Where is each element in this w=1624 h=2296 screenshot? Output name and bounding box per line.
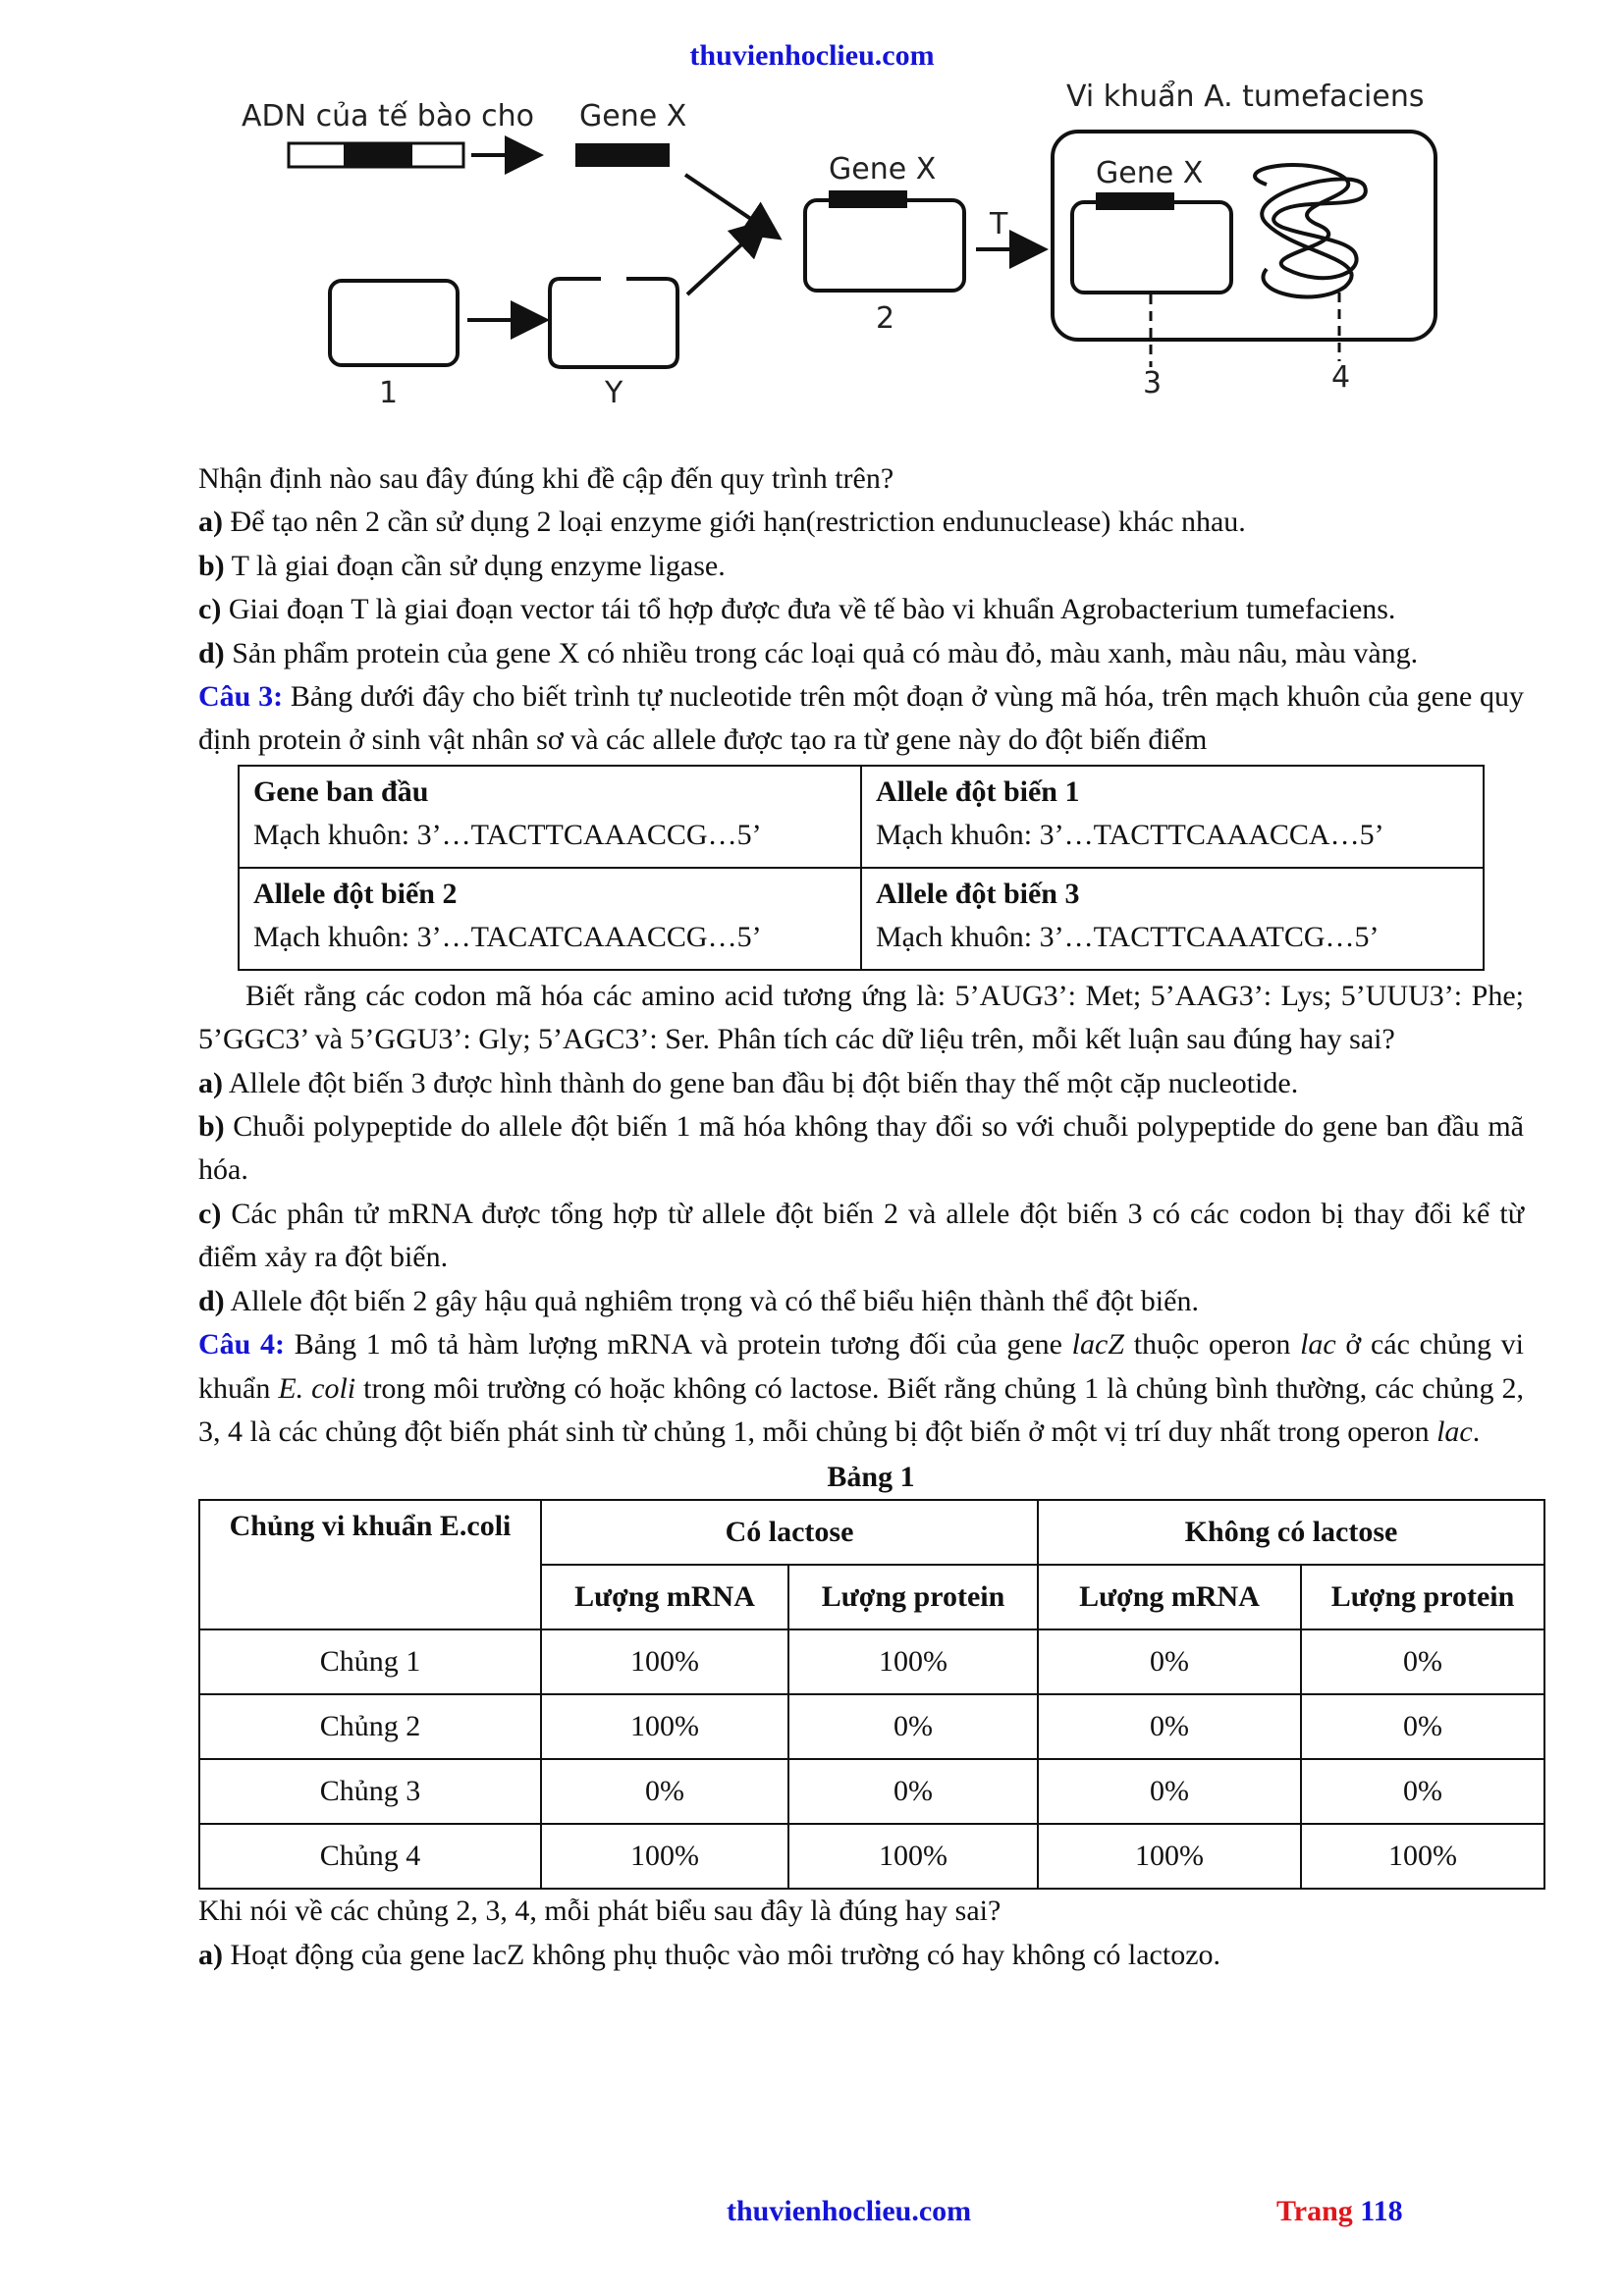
cell-value: 0% <box>788 1694 1038 1759</box>
isolated-gene-x <box>575 143 670 167</box>
label-gene-x-recombinant: Gene X <box>829 152 937 187</box>
cell-value: 100% <box>788 1824 1038 1889</box>
table-row <box>199 1824 1544 1889</box>
sub-mrna-without: Lượng mRNA <box>1038 1565 1301 1629</box>
sub-protein-with: Lượng protein <box>788 1565 1038 1629</box>
cut-plasmid-y <box>550 279 677 367</box>
recombinant-plasmid-2 <box>805 200 964 291</box>
label-gene-x-in-bacterium: Gene X <box>1096 156 1204 190</box>
q4-intro: Câu 4: Bảng 1 mô tả hàm lượng mRNA và protein tương đối của gene lacZ thuộc operon lac ở các chủng vi khuẩn E. coli trong môi trường có hoặc không có lactose. Biết rằng chủng 1 là chủng bình thường, các chủng 2, 3, 4 là các chủng đột biến phát sinh từ chủng 1, mỗi chủng bị đột biến ở một vị trí duy nhất trong operon lac. <box>198 1328 1525 1448</box>
strain-name: Chủng 2 <box>199 1694 541 1759</box>
label-2: 2 <box>876 301 895 336</box>
q3-option-c: c) Các phân tử mRNA được tổng hợp từ allele đột biến 2 và allele đột biến 3 có các codon bị thay đổi kể từ điểm xảy ra đột biến. <box>198 1197 1524 1274</box>
label-t: T <box>990 207 1008 241</box>
label-gene-x-isolated: Gene X <box>579 99 687 133</box>
cell-value: 100% <box>788 1629 1038 1694</box>
q4-question: Khi nói về các chủng 2, 3, 4, mỗi phát biểu sau đây là đúng hay sai? <box>198 1895 1001 1928</box>
q3-codons: Biết rằng các codon mã hóa các amino acid tương ứng là: 5’AUG3’: Met; 5’AAG3’: Lys; 5’UUU3’: Phe; 5’GGC3’ và 5’GGU3’: Gly; 5’AGC3’: Ser. Phân tích các dữ liệu trên, mỗi kết luận sau đúng hay sai? <box>198 979 1524 1056</box>
cell-value: 100% <box>541 1694 788 1759</box>
table-row <box>199 1694 1544 1759</box>
q3-sequence-table <box>238 765 1485 971</box>
cell-value: 0% <box>1301 1694 1544 1759</box>
q3-option-b: b) Chuỗi polypeptide do allele đột biến 1 mã hóa không thay đổi so với chuỗi polypeptide do gene ban đầu mã hóa. <box>198 1110 1524 1187</box>
cell-value: 100% <box>1038 1824 1301 1889</box>
strain-name: Chủng 1 <box>199 1629 541 1694</box>
cell-value: 0% <box>1038 1759 1301 1824</box>
col-with-lactose: Có lactose <box>541 1500 1038 1565</box>
table-row <box>199 1759 1544 1824</box>
cell-value: 0% <box>1038 1629 1301 1694</box>
cloning-diagram <box>226 77 1443 430</box>
footer-site-link[interactable]: thuvienhoclieu.com <box>727 2195 972 2227</box>
q2-prompt: Nhận định nào sau đây đúng khi đề cập đến quy trình trên? <box>198 462 894 495</box>
gene-x-in-bacterium <box>1096 192 1174 210</box>
cell-value: 0% <box>541 1759 788 1824</box>
cell-value: 0% <box>788 1759 1038 1824</box>
arrow-plasmid-to-recombinant <box>687 224 764 294</box>
recombinant-gene-x <box>829 190 907 208</box>
label-1: 1 <box>379 376 399 410</box>
cell-value: 0% <box>1301 1759 1544 1824</box>
header-site-link[interactable]: thuvienhoclieu.com <box>689 39 935 72</box>
page-number: Trang 118 <box>1276 2195 1403 2227</box>
donor-gene-segment <box>344 143 412 167</box>
cell-value: 100% <box>1301 1824 1544 1889</box>
plasmid-in-bacterium <box>1072 202 1231 293</box>
table-1-caption: Bảng 1 <box>827 1461 915 1494</box>
strain-name: Chủng 3 <box>199 1759 541 1824</box>
q2-option-c: c) Giai đoạn T là giai đoạn vector tái tổ hợp được đưa về tế bào vi khuẩn Agrobacterium tumefaciens. <box>198 593 1396 626</box>
page-content <box>198 457 1524 1977</box>
q2-option-a: a) Để tạo nên 2 cần sử dụng 2 loại enzyme giới hạn(restriction endunuclease) khác nhau. <box>198 506 1246 539</box>
label-donor-dna: ADN của tế bào cho <box>242 99 534 133</box>
label-y: Y <box>605 376 623 410</box>
col-strain-header: Chủng vi khuẩn E.coli <box>199 1500 541 1629</box>
cell-value: 0% <box>1038 1694 1301 1759</box>
label-3: 3 <box>1143 366 1163 400</box>
label-bacterium: Vi khuẩn A. tumefaciens <box>1066 80 1425 114</box>
sub-mrna-with: Lượng mRNA <box>541 1565 788 1629</box>
seq-cell-allele-3: Allele đột biến 3 Mạch khuôn: 3’…TACTTCAAATCG…5’ <box>861 868 1484 970</box>
q3-option-a: a) Allele đột biến 3 được hình thành do gene ban đầu bị đột biến thay thế một cặp nucleotide. <box>198 1066 1299 1099</box>
cell-value: 100% <box>541 1629 788 1694</box>
q4-option-a: a) Hoạt động của gene lacZ không phụ thuộc vào môi trường có hay không có lactozo. <box>198 1938 1221 1971</box>
label-4: 4 <box>1331 360 1351 395</box>
cell-value: 0% <box>1301 1629 1544 1694</box>
q3-intro: Câu 3: Bảng dưới đây cho biết trình tự nucleotide trên một đoạn ở vùng mã hóa, trên mạch khuôn của gene quy định protein ở sinh vật nhân sơ và các allele được tạo ra từ gene này do đột biến điểm <box>198 680 1524 757</box>
plasmid-1 <box>330 281 458 365</box>
cell-value: 100% <box>541 1824 788 1889</box>
table-1 <box>198 1499 1545 1890</box>
seq-cell-allele-1: Allele đột biến 1 Mạch khuôn: 3’…TACTTCAAACCA…5’ <box>861 766 1484 868</box>
table-row <box>199 1629 1544 1694</box>
q3-option-d: d) Allele đột biến 2 gây hậu quả nghiêm trọng và có thể biểu hiện thành thể đột biến. <box>198 1284 1199 1317</box>
seq-cell-allele-2: Allele đột biến 2 Mạch khuôn: 3’…TACATCAAACCG…5’ <box>239 868 861 970</box>
col-without-lactose: Không có lactose <box>1038 1500 1544 1565</box>
strain-name: Chủng 4 <box>199 1824 541 1889</box>
seq-cell-original: Gene ban đầu Mạch khuôn: 3’…TACTTCAAACCG…5’ <box>239 766 861 868</box>
q2-option-d: d) Sản phẩm protein của gene X có nhiều trong các loại quả có màu đỏ, màu xanh, màu nâu, màu vàng. <box>198 636 1419 669</box>
q2-option-b: b) T là giai đoạn cần sử dụng enzyme ligase. <box>198 549 726 582</box>
sub-protein-without: Lượng protein <box>1301 1565 1544 1629</box>
